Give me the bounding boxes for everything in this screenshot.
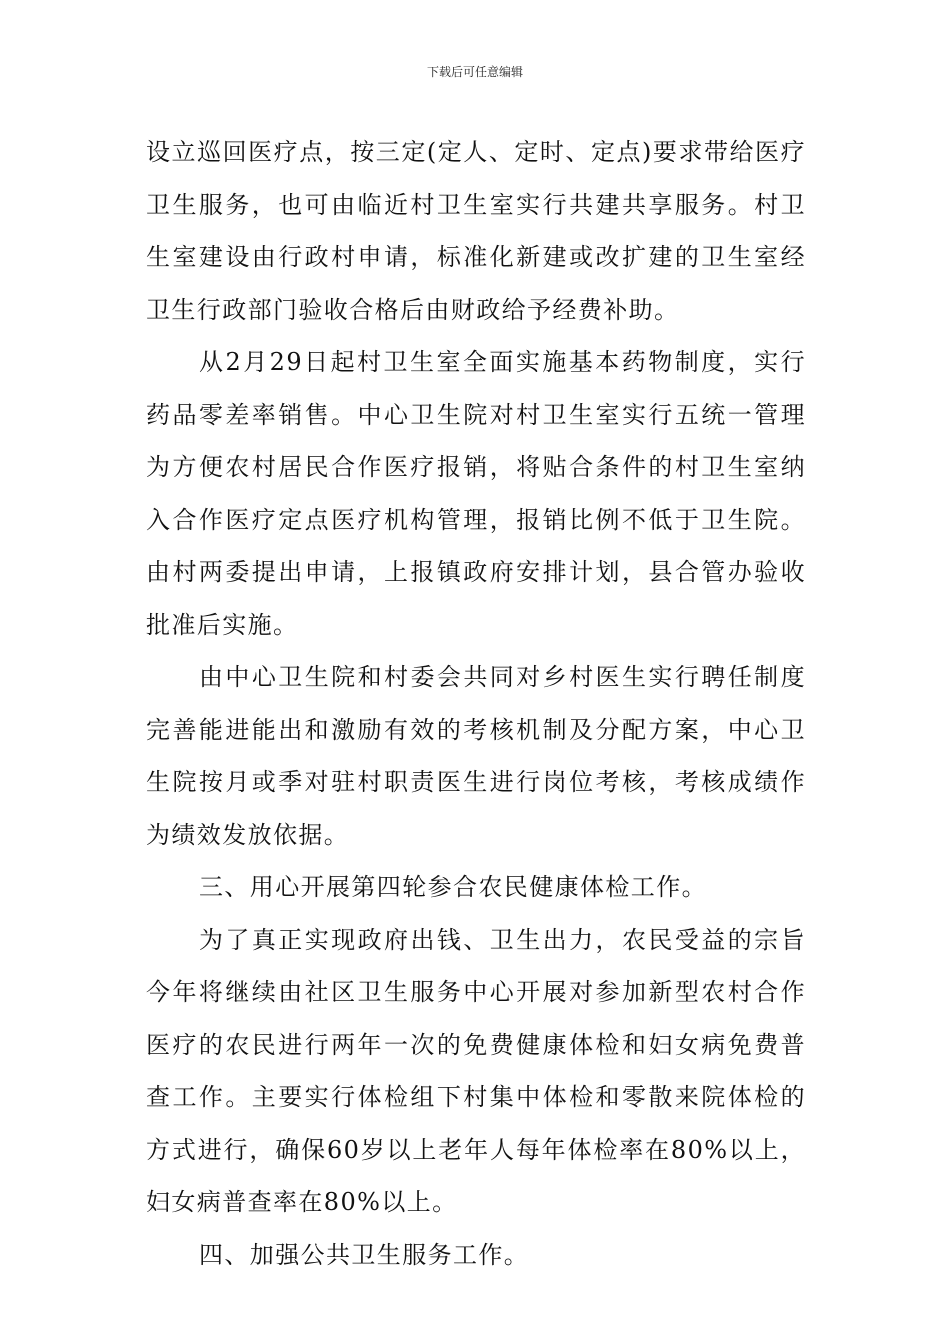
document-body [146,126,806,1281]
paragraph-2: 从2月29日起村卫生室全面实施基本药物制度，实行药品零差率销售。中心卫生院对村卫生室实行五统一管理为方便农村居民合作医疗报销，将贴合条件的村卫生室纳入合作医疗定点医疗机构管理，报销比例不低于卫生院。由村两委提出申请，上报镇政府安排计划，县合管办验收批准后实施。 [146,348,806,639]
section-heading-4: 四、加强公共卫生服务工作。 [199,1240,530,1269]
page-header: 下载后可任意编辑 [426,65,523,79]
section-heading-3: 三、用心开展第四轮参合农民健康体检工作。 [199,873,707,901]
paragraph-1: 设立巡回医疗点，按三定(定人、定时、定点)要求带给医疗卫生服务，也可由临近村卫生室实行共建共享服务。村卫生室建设由行政村申请，标准化新建或改扩建的卫生室经卫生行政部门验收合格后由财政给予经费补助。 [146,138,806,324]
paragraph-4: 为了真正实现政府出钱、卫生出力，农民受益的宗旨今年将继续由社区卫生服务中心开展对参加新型农村合作医疗的农民进行两年一次的免费健康体检和妇女病免费普查工作。主要实行体检组下村集中体检和零散来院体检的方式进行，确保60岁以上老年人每年体检率在80%以上，妇女病普查率在80%以上。 [146,925,806,1216]
paragraph-3: 由中心卫生院和村委会共同对乡村医生实行聘任制度完善能进能出和激励有效的考核机制及分配方案，中心卫生院按月或季对驻村职责医生进行岗位考核，考核成绩作为绩效发放依据。 [146,663,806,849]
